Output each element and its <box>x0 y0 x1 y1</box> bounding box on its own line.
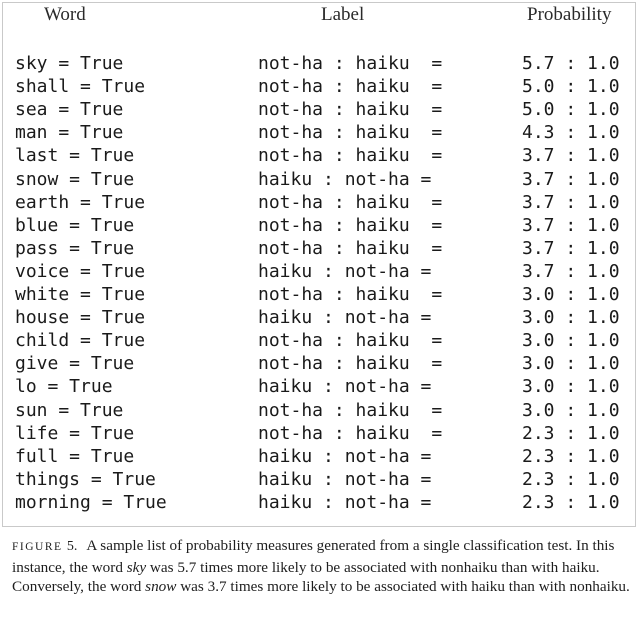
word-cell: blue = True <box>15 214 135 236</box>
label-cell: not-ha : haiku = <box>258 145 443 167</box>
figure-caption <box>12 536 630 597</box>
label-cell: not-ha : haiku = <box>258 330 443 352</box>
probability-cell: 5.0 : 1.0 <box>522 99 620 121</box>
probability-cell: 3.7 : 1.0 <box>522 191 620 213</box>
word-cell: last = True <box>15 145 135 167</box>
word-cell: white = True <box>15 284 146 305</box>
label-cell: haiku : not-ha = <box>258 445 432 467</box>
caption-text-3: was 3.7 times more likely to be associated with haiku than with nonhaiku. <box>176 578 630 595</box>
table-row <box>0 329 640 352</box>
label-cell: haiku : not-ha = <box>258 307 432 329</box>
word-cell: shall = True <box>15 76 146 98</box>
word-cell: man = True <box>15 122 124 144</box>
label-cell: haiku : not-ha = <box>258 168 432 190</box>
label-cell: not-ha : haiku = <box>258 76 443 98</box>
figure-label-text: FIGURE <box>12 541 63 553</box>
table-header <box>0 4 640 32</box>
table-row <box>0 491 640 514</box>
caption-emphasis-sky: sky <box>126 558 147 576</box>
table-row <box>0 144 640 167</box>
probability-cell: 3.0 : 1.0 <box>522 376 620 398</box>
word-cell: snow = True <box>15 168 135 190</box>
probability-cell: 3.7 : 1.0 <box>522 145 620 167</box>
probability-cell: 5.0 : 1.0 <box>522 76 620 98</box>
label-cell: not-ha : haiku = <box>258 53 443 74</box>
table-row <box>0 375 640 398</box>
label-cell: not-ha : haiku = <box>258 399 443 421</box>
probability-cell: 5.7 : 1.0 <box>522 53 620 74</box>
figure-number: 5. <box>66 539 78 554</box>
table-row <box>0 260 640 283</box>
table-row <box>0 237 640 260</box>
label-cell: not-ha : haiku = <box>258 284 443 305</box>
probability-cell: 4.3 : 1.0 <box>522 122 620 144</box>
word-cell: sun = True <box>15 399 124 421</box>
table-row <box>0 98 640 121</box>
probability-cell: 3.7 : 1.0 <box>522 214 620 236</box>
table-row <box>0 306 640 329</box>
caption-text-2: was 5.7 times more likely to be associated with nonhaiku than with haiku. Conversely, the word <box>12 558 600 595</box>
table-row <box>0 121 640 144</box>
label-cell: not-ha : haiku = <box>258 99 443 121</box>
label-cell: not-ha : haiku = <box>258 353 443 375</box>
label-cell: not-ha : haiku = <box>258 191 443 213</box>
header-word: Word <box>44 4 86 25</box>
word-cell: life = True <box>15 422 135 444</box>
label-cell: haiku : not-ha = <box>258 260 432 282</box>
table-row <box>0 214 640 237</box>
probability-cell: 3.7 : 1.0 <box>522 237 620 259</box>
table-row <box>0 283 640 306</box>
word-cell: morning = True <box>15 491 167 513</box>
word-cell: voice = True <box>15 260 146 282</box>
word-cell: house = True <box>15 307 146 329</box>
word-cell: things = True <box>15 468 156 490</box>
table-row <box>0 352 640 375</box>
word-cell: full = True <box>15 445 135 467</box>
probability-cell: 3.0 : 1.0 <box>522 399 620 421</box>
figure-label <box>12 541 77 553</box>
table-row <box>0 399 640 422</box>
table-row <box>0 422 640 445</box>
table-row <box>0 168 640 191</box>
header-probability: Probability <box>527 4 612 25</box>
label-cell: not-ha : haiku = <box>258 422 443 444</box>
probability-cell: 3.7 : 1.0 <box>522 168 620 190</box>
label-cell: not-ha : haiku = <box>258 214 443 236</box>
header-label: Label <box>321 4 365 25</box>
table-row <box>0 75 640 98</box>
table-row <box>0 52 640 75</box>
word-cell: pass = True <box>15 237 135 259</box>
caption-emphasis-snow: snow <box>145 578 177 595</box>
word-cell: child = True <box>15 330 146 352</box>
probability-cell: 2.3 : 1.0 <box>522 422 620 444</box>
probability-cell: 3.0 : 1.0 <box>522 353 620 375</box>
label-cell: haiku : not-ha = <box>258 376 432 398</box>
word-cell: sky = True <box>15 53 124 74</box>
label-cell: not-ha : haiku = <box>258 237 443 259</box>
probability-cell: 3.7 : 1.0 <box>522 260 620 282</box>
probability-cell: 3.0 : 1.0 <box>522 284 620 305</box>
table-row <box>0 468 640 491</box>
word-cell: give = True <box>15 353 135 375</box>
label-cell: haiku : not-ha = <box>258 468 432 490</box>
label-cell: not-ha : haiku = <box>258 122 443 144</box>
table-row <box>0 445 640 468</box>
probability-cell: 3.0 : 1.0 <box>522 307 620 329</box>
probability-cell: 3.0 : 1.0 <box>522 330 620 352</box>
probability-cell: 2.3 : 1.0 <box>522 468 620 490</box>
probability-cell: 2.3 : 1.0 <box>522 491 620 513</box>
caption-text-1: A sample list of probability measures generated from a single classification test. In this instance, the word <box>12 537 615 576</box>
table-row <box>0 191 640 214</box>
word-cell: lo = True <box>15 376 113 398</box>
label-cell: haiku : not-ha = <box>258 491 432 513</box>
probability-cell: 2.3 : 1.0 <box>522 445 620 467</box>
word-cell: sea = True <box>15 99 124 121</box>
word-cell: earth = True <box>15 191 146 213</box>
